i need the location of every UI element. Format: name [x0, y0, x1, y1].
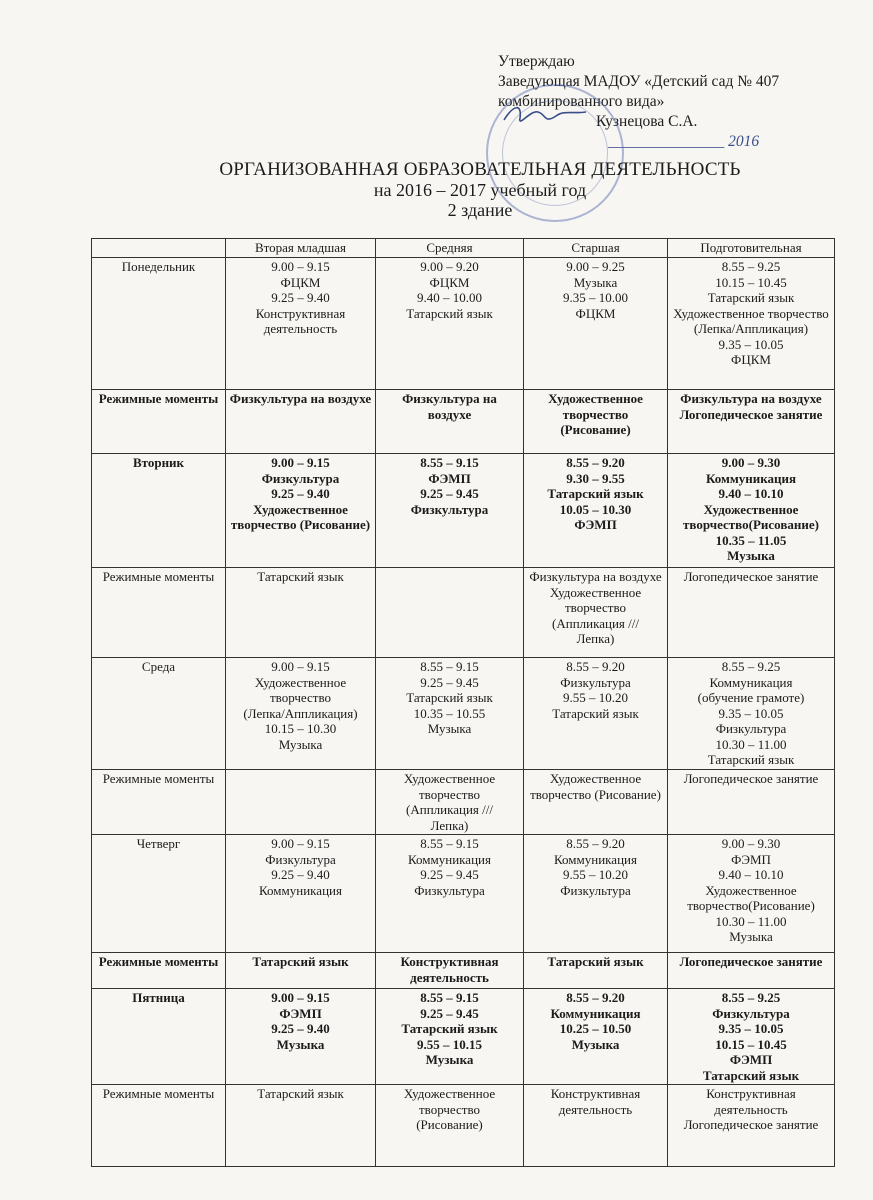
cell-line: 9.55 – 10.20: [563, 690, 628, 705]
schedule-cell: [668, 989, 835, 1085]
header-cell-junior: Вторая младшая: [226, 239, 376, 258]
cell-line: 9.00 – 9.25: [566, 259, 625, 274]
cell-line: Татарский язык: [707, 752, 795, 767]
cell-line: Логопедическое занятие: [683, 1117, 819, 1132]
cell-line: 9.25 – 9.45: [420, 867, 479, 882]
building-label: 2 здание: [447, 200, 513, 220]
cell-line: 10.30 – 11.00: [715, 913, 787, 929]
cell-line: Художественное творчество: [549, 584, 642, 615]
cell-line: Музыка: [729, 929, 773, 944]
schedule-cell: [226, 568, 376, 658]
schedule-cell: [524, 258, 668, 390]
cell-line: 9.25 – 9.45: [420, 674, 479, 690]
cell-line: 10.25 – 10.50: [559, 1021, 632, 1036]
schedule-cell: [668, 258, 835, 390]
cell-line: Коммуникация: [554, 851, 637, 867]
document-subtitle: на 2016 – 2017 учебный год: [373, 180, 587, 200]
cell-line: 8.55 – 9.20: [566, 659, 625, 674]
cell-line: 9.55 – 10.15: [417, 1036, 482, 1052]
schedule-cell: [376, 835, 524, 953]
schedule-cell: [376, 568, 524, 658]
cell-line: Музыка: [571, 1036, 620, 1052]
cell-line: 9.30 – 9.55: [566, 470, 625, 486]
day-cell: Режимные моменты: [92, 1085, 226, 1167]
cell-line: 9.00 – 9.30: [721, 455, 781, 470]
cell-line: Конструктивная деятельность: [255, 305, 346, 336]
cell-line: Татарский язык: [552, 705, 639, 721]
cell-line: 8.55 – 9.20: [566, 990, 625, 1005]
cell-line: Татарский язык: [406, 690, 493, 705]
cell-line: Физкультура: [261, 470, 340, 486]
table-row: [92, 658, 835, 770]
schedule-body: [92, 258, 835, 1167]
schedule-cell: [226, 658, 376, 770]
cell-line: Физкультура: [712, 1005, 790, 1021]
schedule-cell: [376, 1085, 524, 1167]
cell-line: Художественное творчество(Рисование): [687, 882, 815, 913]
cell-line: Художественное творчество: [403, 1086, 496, 1117]
header-cell-middle: Средняя: [376, 239, 524, 258]
cell-line: Музыка: [427, 721, 472, 736]
cell-line: 9.25 – 9.40: [271, 486, 330, 501]
cell-line: Музыка: [276, 1036, 325, 1052]
schedule-cell: [524, 770, 668, 835]
day-cell: Режимные моменты: [92, 568, 226, 658]
cell-line: 8.55 – 9.25: [721, 659, 781, 674]
cell-line: (Лепка/Аппликация): [243, 705, 358, 721]
schedule-cell: [668, 568, 835, 658]
table-row: [92, 390, 835, 454]
cell-line: Логопедическое занятие: [683, 771, 819, 786]
cell-line: Конструктивная деятельность: [400, 954, 499, 985]
table-row: [92, 953, 835, 989]
cell-line: (Рисование): [416, 1117, 483, 1132]
approval-date: _______________ 2016: [608, 133, 760, 150]
header-cell-senior: Старшая: [524, 239, 668, 258]
day-cell: Режимные моменты: [92, 390, 226, 454]
cell-line: 9.00 – 9.15: [271, 259, 330, 274]
cell-line: 8.55 – 9.20: [566, 455, 625, 470]
schedule-cell: [668, 454, 835, 568]
table-row: [92, 454, 835, 568]
cell-line: Коммуникация: [550, 1005, 641, 1021]
cell-line: Татарский язык: [406, 305, 493, 321]
cell-line: Физкультура: [265, 851, 336, 867]
cell-line: 9.25 – 9.40: [271, 290, 330, 305]
cell-line: Конструктивная деятельность: [706, 1086, 796, 1117]
cell-line: 10.30 – 11.00: [715, 736, 787, 752]
schedule-cell: [668, 835, 835, 953]
cell-line: Татарский язык: [707, 290, 795, 305]
cell-line: 9.35 – 10.05: [718, 705, 784, 721]
cell-line: Физкультура на воздухе: [229, 391, 372, 406]
approval-position: Заведующая МАДОУ «Детский сад № 407: [498, 73, 780, 90]
schedule-table: [91, 238, 835, 1167]
cell-line: Татарский язык: [547, 954, 644, 969]
cell-line: Конструктивная деятельность: [550, 1086, 641, 1117]
cell-line: ФЦКМ: [575, 305, 616, 321]
schedule-cell: [668, 770, 835, 835]
cell-line: 9.35 – 10.05: [718, 336, 784, 352]
approval-org-type: комбинированного вида»: [498, 93, 665, 110]
cell-line: Татарский язык: [257, 569, 344, 584]
cell-line: ФЭМП: [279, 1005, 322, 1021]
schedule-cell: [668, 658, 835, 770]
cell-line: Татарский язык: [257, 1086, 344, 1101]
table-header-row: [92, 239, 835, 258]
cell-line: 10.15 – 10.45: [715, 1036, 787, 1052]
header-cell-day: [92, 239, 226, 258]
cell-line: Физкультура на воздухе: [529, 569, 662, 584]
cell-line: 9.25 – 9.45: [420, 486, 479, 501]
cell-line: Физкультура: [560, 674, 631, 690]
schedule-cell: [376, 658, 524, 770]
cell-line: Логопедическое занятие: [683, 569, 819, 584]
schedule-cell: [226, 989, 376, 1085]
schedule-cell: [226, 390, 376, 454]
cell-line: 10.05 – 10.30: [559, 501, 632, 517]
schedule-cell: [668, 390, 835, 454]
cell-line: Татарский язык: [401, 1021, 498, 1036]
document-title-block: [150, 160, 810, 220]
cell-line: 9.00 – 9.15: [271, 990, 330, 1005]
schedule-cell: [226, 1085, 376, 1167]
cell-line: 8.55 – 9.15: [420, 659, 479, 674]
cell-line: Художественное творчество: [673, 305, 829, 321]
cell-line: Художественное творчество(Рисование): [683, 501, 819, 532]
table-row: [92, 258, 835, 390]
cell-line: Художественное творчество: [403, 771, 496, 802]
day-cell: Понедельник: [92, 258, 226, 390]
schedule-cell: [524, 390, 668, 454]
schedule-cell: [376, 454, 524, 568]
cell-line: ФЭМП: [574, 517, 617, 532]
schedule-cell: [376, 390, 524, 454]
cell-line: Художественное творчество (Рисование): [548, 391, 643, 437]
cell-line: Коммуникация: [259, 882, 342, 898]
cell-line: 9.25 – 9.40: [271, 1021, 330, 1036]
header-cell-preparatory: Подготовительная: [668, 239, 835, 258]
schedule-cell: [668, 953, 835, 989]
cell-line: Художественное творчество (Рисование): [530, 771, 661, 802]
cell-line: Художественное творчество: [254, 674, 347, 705]
cell-line: Музыка: [425, 1052, 474, 1067]
schedule-cell: [524, 989, 668, 1085]
cell-line: Физкультура на воздухе: [680, 391, 822, 406]
cell-line: Музыка: [278, 736, 323, 752]
table-row: [92, 568, 835, 658]
cell-line: Физкультура: [410, 501, 489, 517]
schedule-cell: [524, 835, 668, 953]
cell-line: Логопедическое занятие: [679, 406, 823, 422]
schedule-cell: [524, 953, 668, 989]
cell-line: 8.55 – 9.15: [420, 990, 479, 1005]
cell-line: 8.55 – 9.15: [420, 455, 479, 470]
cell-line: 10.35 – 11.05: [715, 532, 787, 548]
schedule-cell: [524, 454, 668, 568]
schedule-cell: [226, 454, 376, 568]
approval-title: Утверждаю: [498, 53, 575, 70]
cell-line: Татарский язык: [702, 1067, 800, 1083]
schedule-cell: [226, 258, 376, 390]
day-cell: Среда: [92, 658, 226, 770]
schedule-cell: [376, 953, 524, 989]
schedule-cell: [524, 658, 668, 770]
cell-line: ФЭМП: [428, 470, 471, 486]
cell-line: 9.35 – 10.05: [718, 1021, 784, 1036]
cell-line: Лепка): [576, 631, 615, 646]
table-row: [92, 1085, 835, 1167]
cell-line: 9.00 – 9.15: [271, 836, 330, 851]
schedule-cell: [668, 1085, 835, 1167]
cell-line: 9.35 – 10.00: [563, 290, 628, 305]
cell-line: 9.40 – 10.10: [718, 486, 784, 501]
cell-line: Музыка: [727, 548, 775, 563]
cell-line: ФЭМП: [729, 1052, 773, 1067]
cell-line: Физкультура на воздухе: [402, 391, 497, 422]
cell-line: ФЦКМ: [280, 274, 321, 290]
day-cell: Пятница: [92, 989, 226, 1085]
cell-line: Физкультура: [560, 882, 631, 898]
cell-line: (Аппликация ///: [406, 802, 493, 817]
cell-line: 9.00 – 9.20: [420, 259, 479, 274]
cell-line: 8.55 – 9.25: [721, 259, 781, 274]
schedule-cell: [226, 953, 376, 989]
cell-line: 9.40 – 10.10: [718, 867, 784, 882]
schedule-cell: [524, 568, 668, 658]
cell-line: 9.00 – 9.15: [271, 659, 330, 674]
cell-line: 10.15 – 10.45: [715, 274, 787, 290]
cell-line: Татарский язык: [547, 486, 644, 501]
schedule-cell: [376, 989, 524, 1085]
cell-line: Физкультура: [414, 882, 485, 898]
handwritten-signature: [500, 100, 590, 130]
cell-line: Лепка): [430, 817, 469, 833]
cell-line: Коммуникация: [408, 851, 491, 867]
cell-line: Музыка: [573, 274, 618, 290]
schedule-cell: [376, 258, 524, 390]
cell-line: 8.55 – 9.20: [566, 836, 625, 851]
cell-line: 8.55 – 9.15: [420, 836, 479, 851]
document-title: ОРГАНИЗОВАННАЯ ОБРАЗОВАТЕЛЬНАЯ ДЕЯТЕЛЬНОСТЬ: [219, 159, 741, 180]
cell-line: Художественное творчество (Рисование): [230, 501, 371, 532]
day-cell: Вторник: [92, 454, 226, 568]
table-row: [92, 770, 835, 835]
cell-line: 9.00 – 9.30: [721, 836, 781, 851]
cell-line: Коммуникация: [705, 470, 797, 486]
cell-line: 9.00 – 9.15: [271, 455, 330, 470]
cell-line: 10.15 – 10.30: [264, 721, 337, 736]
schedule-cell: [524, 1085, 668, 1167]
cell-line: Татарский язык: [252, 954, 349, 969]
cell-line: ФЭМП: [731, 851, 771, 867]
cell-line: 9.25 – 9.45: [420, 1005, 479, 1021]
cell-line: Коммуникация: [709, 674, 793, 690]
schedule-cell: [226, 835, 376, 953]
schedule-cell: [376, 770, 524, 835]
day-cell: Режимные моменты: [92, 953, 226, 989]
day-cell: Четверг: [92, 835, 226, 953]
cell-line: (Лепка/Аппликация): [693, 321, 809, 336]
cell-line: Логопедическое занятие: [679, 954, 823, 969]
table-row: [92, 835, 835, 953]
cell-line: 9.40 – 10.00: [417, 290, 482, 305]
cell-line: 9.25 – 9.40: [271, 867, 330, 882]
cell-line: 10.35 – 10.55: [413, 705, 486, 721]
cell-line: ФЦКМ: [429, 274, 470, 290]
cell-line: (Аппликация ///: [552, 615, 639, 631]
table-row: [92, 989, 835, 1085]
day-cell: Режимные моменты: [92, 770, 226, 835]
cell-line: 9.55 – 10.20: [563, 867, 628, 882]
cell-line: 8.55 – 9.25: [721, 990, 781, 1005]
cell-line: (обучение грамоте): [697, 690, 805, 705]
cell-line: Физкультура: [715, 721, 787, 736]
approval-signer: Кузнецова С.А.: [596, 113, 698, 130]
cell-line: ФЦКМ: [731, 352, 771, 367]
schedule-cell: [226, 770, 376, 835]
